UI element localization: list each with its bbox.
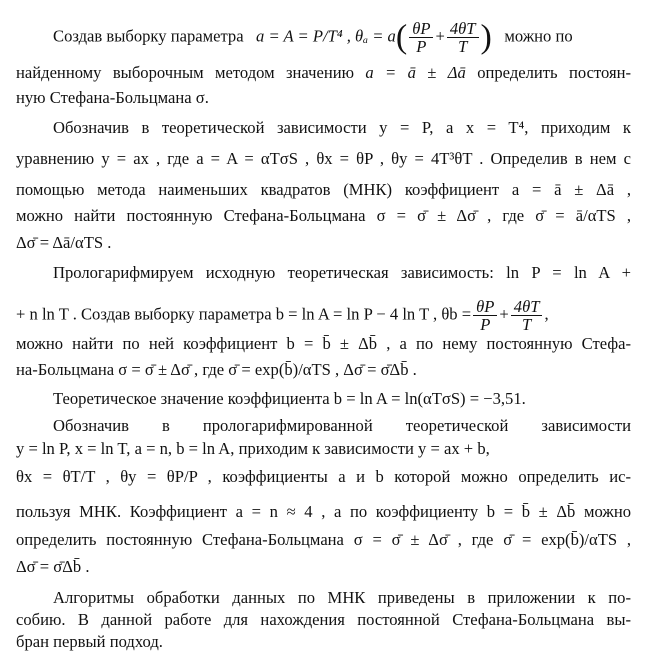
fraction-theta-t: [511, 298, 543, 333]
p4-line1: Теоретическое значение коэффициента b = ln A = ln(αTσS) = −3,51.: [53, 389, 526, 408]
plus-sign: +: [435, 26, 445, 46]
p1-line1: [53, 20, 631, 55]
p2-line4: можно найти постоянную Стефана-Больцмана σ = σ̄ ± Δσ̄ , где σ̄ = ā/αTS ,: [16, 206, 631, 225]
frac-numerator: θP: [409, 20, 433, 38]
p3-line3: можно найти по ней коэффициент b = b̄ ± Δb̄ , а по нему постоянную Стефа-: [16, 334, 631, 353]
text-run: можно по: [504, 26, 573, 46]
p2-line1: Обозначив в теоретической зависимости y = P, а x = T⁴, приходим к: [53, 118, 631, 137]
paren-right: ): [480, 18, 492, 56]
p2-line5: Δσ̄ = Δā/αTS .: [16, 233, 112, 252]
frac-numerator: 4θT: [447, 20, 479, 38]
text-run: определить постоян-: [477, 63, 631, 82]
frac-denominator: P: [416, 37, 427, 56]
text-run: найденному выборочным методом значению: [16, 63, 355, 82]
p6-line2: собию. В данной работе для нахождения постоянной Стефана-Больцмана вы-: [16, 610, 631, 629]
p3-line1: Прологарифмируем исходную теоретическая зависимость: ln P = ln A +: [53, 263, 631, 282]
p1-line3: ную Стефана-Больцмана σ.: [16, 88, 209, 107]
p6-line3: бран первый подход.: [16, 632, 163, 651]
p2-line3: помощью метода наименьших квадратов (МНК) коэффициент a = ā ± Δā ,: [16, 180, 631, 199]
frac-numerator: θP: [473, 298, 497, 316]
p5-line3: θx = θT/T , θy = θP/P , коэффициенты a и b которой можно определить ис-: [16, 467, 631, 486]
frac-denominator: T: [458, 37, 468, 56]
text-run: Создав выборку параметра: [53, 26, 244, 46]
p5-line2: y = ln P, x = ln T, a = n, b = ln A, приходим к зависимости y = ax + b,: [16, 439, 490, 458]
p3-line4: на-Больцмана σ = σ̄ ± Δσ̄ , где σ̄ = exp(b̄)/αTS , Δσ̄ = σ̄Δb̄ .: [16, 360, 417, 379]
p6-line1: Алгоритмы обработки данных по МНК приведены в приложении к по-: [53, 588, 631, 607]
frac-denominator: P: [480, 315, 491, 334]
fraction-theta-p: [473, 298, 497, 333]
formula-a-theta: a = A = P/T⁴ , θₐ = a: [256, 26, 396, 46]
fraction-theta-t: [447, 20, 479, 55]
p2-line2: уравнению y = ax , где a = A = αTσS , θx = θP , θy = 4T³θT . Определив в нем с: [16, 149, 631, 168]
p3-line2: [16, 298, 631, 333]
text-run: ,: [544, 304, 549, 324]
p5-line4: пользуя МНК. Коэффициент a = n ≈ 4 , а по коэффициенту b = b̄ ± Δb̄ можно: [16, 502, 631, 521]
p5-line1: Обозначив в прологарифмированной теоретической зависимости: [53, 416, 631, 435]
fraction-theta-p: [409, 20, 433, 55]
paren-left: (: [395, 18, 408, 56]
formula-a-mean: a = ā ± Δā: [365, 63, 466, 82]
frac-denominator: T: [521, 315, 532, 334]
p1-line2: [16, 63, 631, 83]
plus-sign: +: [499, 304, 509, 324]
text-run: + n ln T . Создав выборку параметра b = ln A = ln P − 4 ln T , θb =: [16, 304, 472, 324]
p5-line6: Δσ̄ = σ̄Δb̄ .: [16, 557, 90, 576]
frac-numerator: 4θT: [511, 298, 543, 316]
p5-line5: определить постоянную Стефана-Больцмана σ = σ̄ ± Δσ̄ , где σ̄ = exp(b̄)/αTS ,: [16, 530, 631, 549]
